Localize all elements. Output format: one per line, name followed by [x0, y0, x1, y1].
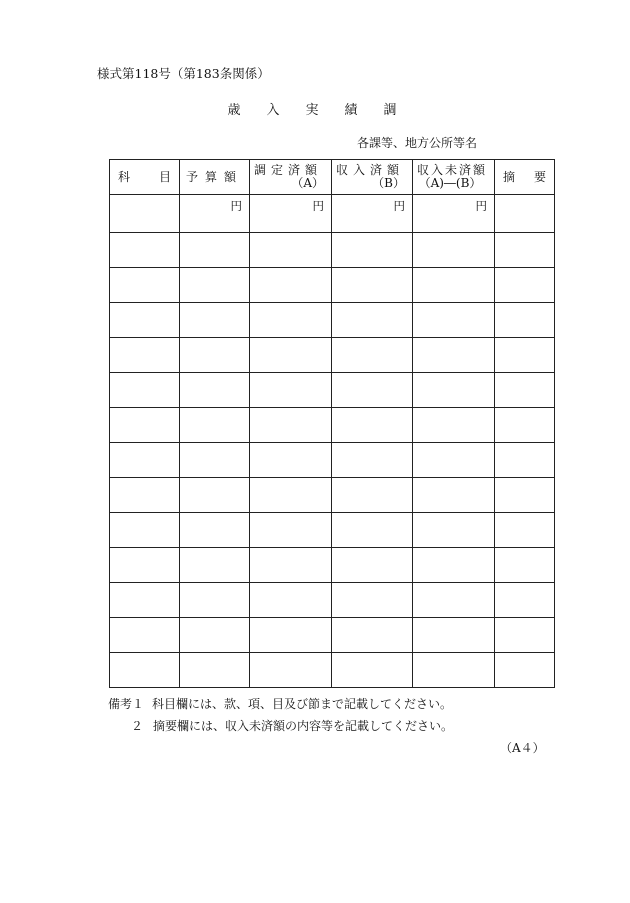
cell-subject[interactable]: [110, 268, 180, 303]
cell-subject[interactable]: [110, 513, 180, 548]
header-unpaid-line2: （A)―(B）: [418, 176, 482, 190]
table-row: [110, 478, 555, 513]
table-row: [110, 373, 555, 408]
table-row: [110, 195, 555, 233]
department-label: 各課等、地方公所等名: [357, 136, 478, 150]
unit-label: 円: [230, 199, 242, 213]
cell-unpaid[interactable]: [413, 618, 495, 653]
table-row: [110, 653, 555, 688]
table-row: [110, 303, 555, 338]
cell-subject[interactable]: [110, 548, 180, 583]
cell-subject[interactable]: [110, 408, 180, 443]
unit-label: 円: [393, 199, 405, 213]
cell-remarks[interactable]: [495, 408, 555, 443]
cell-unpaid[interactable]: [413, 303, 495, 338]
cell-subject[interactable]: [110, 303, 180, 338]
table-row: [110, 233, 555, 268]
cell-unpaid[interactable]: [413, 653, 495, 688]
cell-remarks[interactable]: [495, 583, 555, 618]
header-unpaid: [413, 160, 495, 195]
document-title: 歳入実績調: [227, 103, 423, 118]
cell-budget[interactable]: [180, 373, 250, 408]
cell-remarks[interactable]: [495, 653, 555, 688]
header-assessed-line2: （A）: [291, 176, 324, 190]
cell-assessed[interactable]: [250, 513, 332, 548]
cell-received[interactable]: [332, 583, 413, 618]
cell-unpaid[interactable]: [413, 408, 495, 443]
cell-assessed[interactable]: [250, 653, 332, 688]
cell-unpaid[interactable]: [413, 583, 495, 618]
cell-remarks[interactable]: [495, 513, 555, 548]
cell-remarks[interactable]: [495, 233, 555, 268]
header-received: [332, 160, 413, 195]
unit-label: 円: [312, 199, 324, 213]
cell-remarks[interactable]: [495, 618, 555, 653]
cell-received[interactable]: [332, 443, 413, 478]
table-row: [110, 443, 555, 478]
cell-assessed[interactable]: [250, 478, 332, 513]
cell-budget[interactable]: [180, 303, 250, 338]
header-received-line2: （B）: [372, 176, 405, 190]
revenue-table: [109, 159, 555, 688]
cell-subject[interactable]: [110, 583, 180, 618]
cell-received[interactable]: [332, 303, 413, 338]
cell-received[interactable]: [332, 233, 413, 268]
cell-received[interactable]: [332, 513, 413, 548]
table-row: [110, 583, 555, 618]
cell-assessed[interactable]: [250, 303, 332, 338]
cell-subject[interactable]: [110, 233, 180, 268]
cell-budget[interactable]: [180, 443, 250, 478]
cell-unpaid[interactable]: [413, 338, 495, 373]
cell-remarks[interactable]: [495, 338, 555, 373]
cell-assessed[interactable]: [250, 268, 332, 303]
note-2-text: 摘要欄には、収入未済額の内容等を記載してください。: [153, 719, 454, 733]
header-budget: 予算額: [180, 160, 250, 195]
cell-received[interactable]: [332, 338, 413, 373]
cell-subject[interactable]: [110, 373, 180, 408]
header-assessed-line1: 調定済額: [254, 163, 323, 177]
cell-unpaid[interactable]: [413, 233, 495, 268]
cell-unpaid[interactable]: [413, 195, 495, 233]
cell-subject[interactable]: [110, 618, 180, 653]
header-assessed: [250, 160, 332, 195]
header-remarks: 摘要: [495, 160, 555, 195]
table-row: [110, 268, 555, 303]
cell-budget[interactable]: [180, 618, 250, 653]
cell-received[interactable]: [332, 195, 413, 233]
cell-assessed[interactable]: [250, 583, 332, 618]
cell-assessed[interactable]: [250, 233, 332, 268]
form-number: 様式第118号（第183条関係）: [97, 66, 270, 81]
cell-remarks[interactable]: [495, 195, 555, 233]
note-1: [108, 695, 452, 712]
cell-remarks[interactable]: [495, 548, 555, 583]
cell-unpaid[interactable]: [413, 548, 495, 583]
cell-unpaid[interactable]: [413, 478, 495, 513]
cell-subject[interactable]: [110, 195, 180, 233]
cell-budget[interactable]: [180, 195, 250, 233]
cell-unpaid[interactable]: [413, 268, 495, 303]
note-1-text: 科目欄には、款、項、目及び節まで記載してください。: [152, 697, 453, 711]
cell-remarks[interactable]: [495, 268, 555, 303]
cell-assessed[interactable]: [250, 195, 332, 233]
cell-unpaid[interactable]: [413, 443, 495, 478]
cell-assessed[interactable]: [250, 443, 332, 478]
cell-budget[interactable]: [180, 338, 250, 373]
cell-remarks[interactable]: [495, 373, 555, 408]
cell-remarks[interactable]: [495, 303, 555, 338]
header-subject: 科目: [110, 160, 180, 195]
cell-assessed[interactable]: [250, 338, 332, 373]
cell-received[interactable]: [332, 408, 413, 443]
cell-budget[interactable]: [180, 583, 250, 618]
cell-received[interactable]: [332, 478, 413, 513]
note-2-number: ２: [131, 719, 144, 733]
note-2: [131, 717, 453, 734]
table-row: [110, 338, 555, 373]
cell-received[interactable]: [332, 618, 413, 653]
cell-budget[interactable]: [180, 233, 250, 268]
cell-budget[interactable]: [180, 268, 250, 303]
cell-subject[interactable]: [110, 338, 180, 373]
cell-subject[interactable]: [110, 443, 180, 478]
table-row: [110, 513, 555, 548]
cell-budget[interactable]: [180, 548, 250, 583]
cell-unpaid[interactable]: [413, 513, 495, 548]
cell-received[interactable]: [332, 548, 413, 583]
cell-received[interactable]: [332, 268, 413, 303]
table-row: [110, 618, 555, 653]
cell-subject[interactable]: [110, 478, 180, 513]
table-row: [110, 548, 555, 583]
cell-budget[interactable]: [180, 478, 250, 513]
cell-subject[interactable]: [110, 653, 180, 688]
cell-assessed[interactable]: [250, 373, 332, 408]
cell-assessed[interactable]: [250, 618, 332, 653]
cell-budget[interactable]: [180, 653, 250, 688]
header-received-line1: 収入済額: [336, 163, 405, 177]
table-header-row: [110, 160, 555, 195]
cell-budget[interactable]: [180, 513, 250, 548]
unit-label: 円: [475, 199, 487, 213]
table-row: [110, 408, 555, 443]
cell-budget[interactable]: [180, 408, 250, 443]
cell-received[interactable]: [332, 373, 413, 408]
header-unpaid-line1: 収入未済額: [417, 163, 488, 177]
paper-size-label: （A４）: [500, 741, 545, 755]
cell-unpaid[interactable]: [413, 373, 495, 408]
note-1-number: 備考１: [108, 697, 145, 711]
cell-received[interactable]: [332, 653, 413, 688]
cell-assessed[interactable]: [250, 548, 332, 583]
cell-remarks[interactable]: [495, 478, 555, 513]
cell-assessed[interactable]: [250, 408, 332, 443]
cell-remarks[interactable]: [495, 443, 555, 478]
